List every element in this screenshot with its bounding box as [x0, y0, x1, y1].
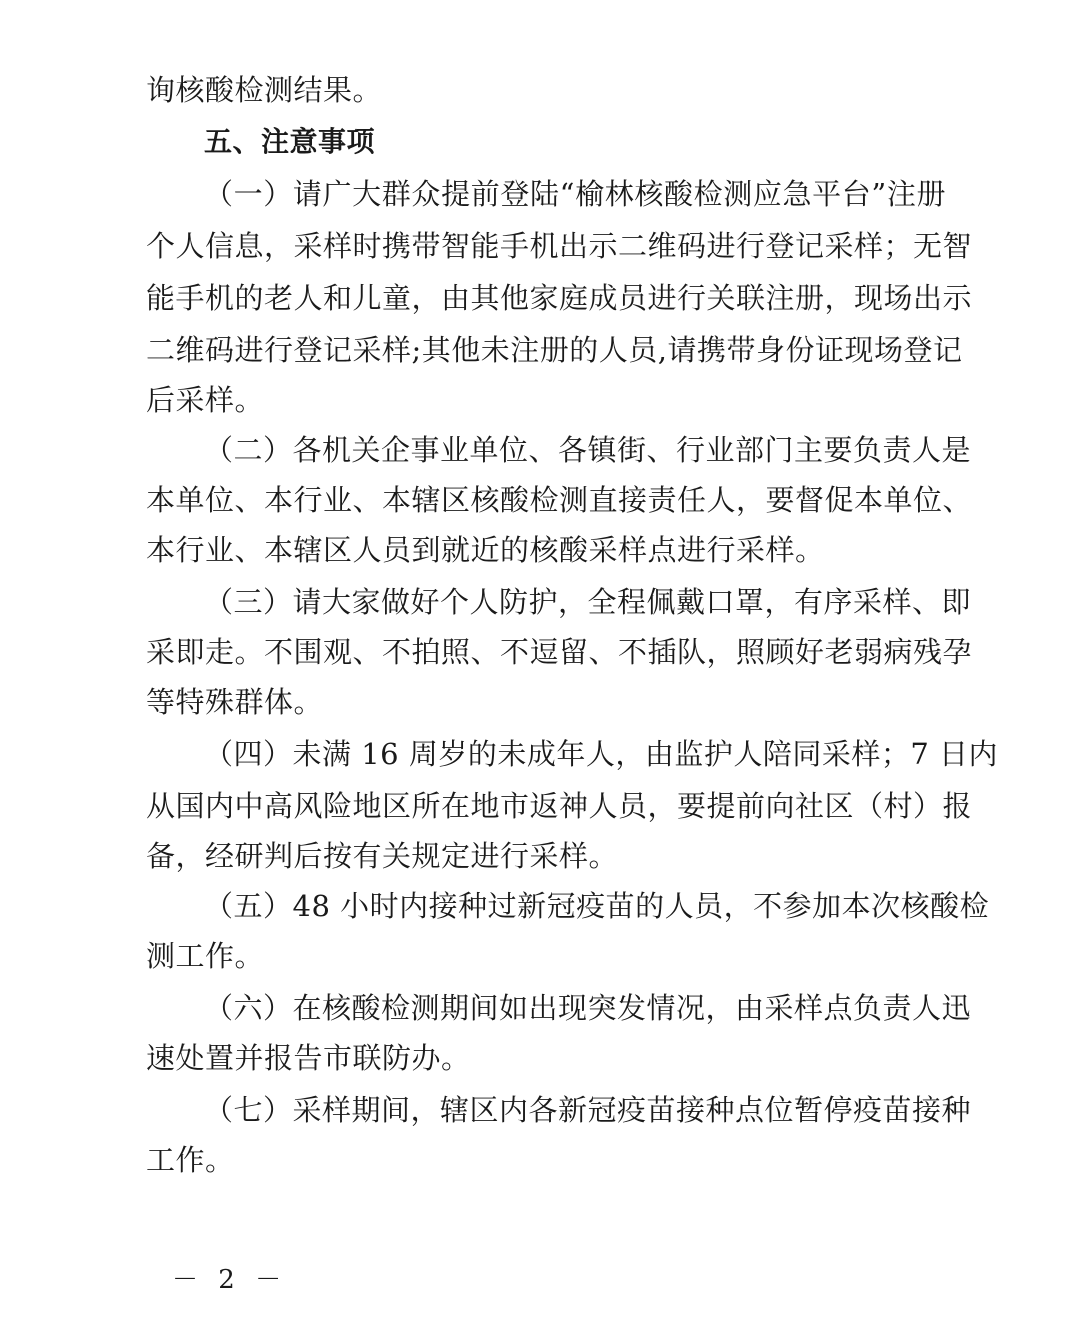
text-line: 备，经研判后按有关规定进行采样。	[146, 839, 619, 873]
text-line: 后采样。	[146, 383, 265, 417]
section-heading: 五、注意事项	[204, 125, 376, 158]
text-line: 工作。	[146, 1143, 235, 1177]
text-line: （四）未满 16 周岁的未成年人，由监护人陪同采样；7 日内	[204, 737, 999, 771]
text-line: （七）采样期间，辖区内各新冠疫苗接种点位暂停疫苗接种	[204, 1093, 972, 1127]
text-line: 测工作。	[146, 939, 265, 973]
text-line: 从国内中高风险地区所在地市返神人员，要提前向社区（村）报	[146, 789, 973, 823]
text-line: 能手机的老人和儿童，由其他家庭成员进行关联注册，现场出示	[146, 281, 973, 315]
text-line: （二）各机关企事业单位、各镇街、行业部门主要负责人是	[204, 433, 972, 467]
text-line: 采即走。不围观、不拍照、不逗留、不插队，照顾好老弱病残孕	[146, 635, 973, 669]
text-line: 个人信息，采样时携带智能手机出示二维码进行登记采样；无智	[146, 229, 973, 263]
text-line: 等特殊群体。	[146, 685, 324, 719]
text-line: 速处置并报告市联防办。	[146, 1041, 471, 1075]
page-number: － 2 －	[172, 1265, 288, 1295]
text-line: 本单位、本行业、本辖区核酸检测直接责任人，要督促本单位、	[146, 483, 973, 517]
text-line: 二维码进行登记采样;其他未注册的人员,请携带身份证现场登记	[146, 333, 963, 367]
text-line: （六）在核酸检测期间如出现突发情况，由采样点负责人迅	[204, 991, 972, 1025]
text-line: 本行业、本辖区人员到就近的核酸采样点进行采样。	[146, 533, 825, 567]
text-line: （五）48 小时内接种过新冠疫苗的人员，不参加本次核酸检	[204, 889, 990, 923]
text-line: （三）请大家做好个人防护，全程佩戴口罩，有序采样、即	[204, 585, 972, 619]
text-line: 询核酸检测结果。	[146, 73, 383, 107]
text-line: （一）请广大群众提前登陆“榆林核酸检测应急平台”注册	[204, 177, 946, 211]
